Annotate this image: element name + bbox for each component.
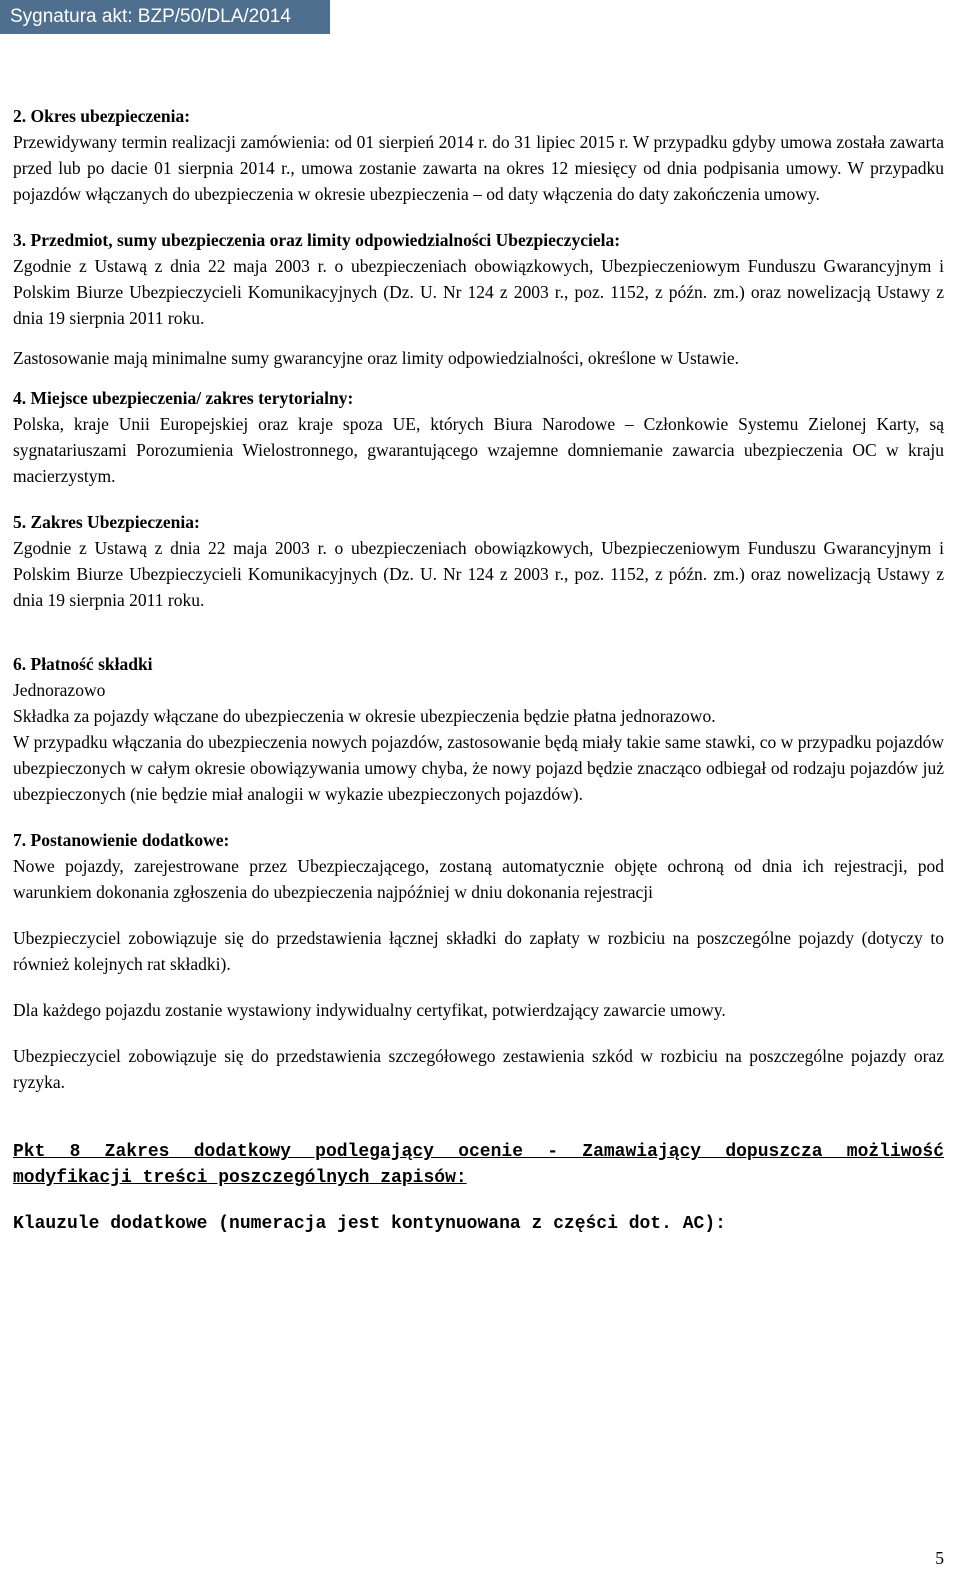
section-2 — [13, 103, 944, 207]
section-5-title: 5. Zakres Ubezpieczenia: — [13, 512, 200, 532]
signature-text: Sygnatura akt: BZP/50/DLA/2014 — [10, 6, 291, 27]
section-pkt-8 — [13, 1139, 944, 1191]
klauzule-title: Klauzule dodatkowe (numeracja jest kontynuowana z części dot. AC): — [13, 1214, 726, 1234]
section-7-title: 7. Postanowienie dodatkowe: — [13, 830, 230, 850]
pkt-8-title: Pkt 8 Zakres dodatkowy podlegający ocenie - Zamawiający dopuszcza możliwość modyfikacji treści poszczególnych zapisów: — [13, 1142, 944, 1188]
section-5-paragraph: Zgodnie z Ustawą z dnia 22 maja 2003 r. o ubezpieczeniach obowiązkowych, Ubezpieczeniowym Funduszu Gwarancyjnym i Polskim Biurze Ubezpieczycieli Komunikacyjnych (Dz. U. Nr 124 z 2003 r., poz. 1152, z późn. zm.) oraz nowelizacją Ustawy z dnia 19 sierpnia 2011 roku. — [13, 538, 944, 610]
section-6-paragraph: W przypadku włączania do ubezpieczenia nowych pojazdów, zastosowanie będą miały takie same stawki, co w przypadku pojazdów ubezpieczonych w całym okresie obowiązywania umowy chyba, że nowy pojazd będzie znacząco odbiegał od rodzaju pojazdów już ubezpieczonych (nie będzie miał analogii w wykazie ubezpieczonych pojazdów). — [13, 732, 944, 804]
section-klauzule — [13, 1211, 944, 1237]
page-number: 5 — [935, 1548, 944, 1568]
section-6-title: 6. Płatność składki — [13, 654, 153, 674]
section-7-paragraph-1: Nowe pojazdy, zarejestrowane przez Ubezpieczającego, zostaną automatycznie objęte ochroną od dnia ich rejestracji, pod warunkiem dokonania zgłoszenia do ubezpieczenia najpóźniej w dniu dokonania rejestracji — [13, 856, 944, 902]
section-6-line-2: Składka za pojazdy włączane do ubezpieczenia w okresie ubezpieczenia będzie płatna jednorazowo. — [13, 706, 716, 726]
section-7 — [13, 827, 944, 1095]
section-7-paragraph-4: Ubezpieczyciel zobowiązuje się do przedstawienia szczegółowego zestawienia szkód w rozbiciu na poszczególne pojazdy oraz ryzyka. — [13, 1046, 944, 1092]
section-5 — [13, 509, 944, 613]
section-3-title: 3. Przedmiot, sumy ubezpieczenia oraz limity odpowiedzialności Ubezpieczyciela: — [13, 230, 621, 250]
section-3-paragraph-1: Zgodnie z Ustawą z dnia 22 maja 2003 r. o ubezpieczeniach obowiązkowych, Ubezpieczeniowym Funduszu Gwarancyjnym i Polskim Biurze Ubezpieczycieli Komunikacyjnych (Dz. U. Nr 124 z 2003 r., poz. 1152, z późn. zm.) oraz nowelizacją Ustawy z dnia 19 sierpnia 2011 roku. — [13, 256, 944, 328]
section-7-paragraph-3: Dla każdego pojazdu zostanie wystawiony indywidualny certyfikat, potwierdzający zawarcie umowy. — [13, 1000, 726, 1020]
section-7-paragraph-2: Ubezpieczyciel zobowiązuje się do przedstawienia łącznej składki do zapłaty w rozbiciu na poszczególne pojazdy (dotyczy to również kolejnych rat składki). — [13, 928, 944, 974]
section-2-title: 2. Okres ubezpieczenia: — [13, 106, 191, 126]
section-3-paragraph-2: Zastosowanie mają minimalne sumy gwarancyjne oraz limity odpowiedzialności, określone w Ustawie. — [13, 348, 740, 368]
signature-banner — [0, 0, 330, 34]
section-6 — [13, 651, 944, 807]
section-4-title: 4. Miejsce ubezpieczenia/ zakres terytorialny: — [13, 388, 354, 408]
section-4-paragraph: Polska, kraje Unii Europejskiej oraz kraje spoza UE, których Biura Narodowe – Członkowie Systemu Zielonej Karty, są sygnatariuszami Porozumienia Wielostronnego, gwarantującego wzajemne domniemanie zawarcia ubezpieczenia OC w kraju macierzystym. — [13, 414, 944, 486]
section-4 — [13, 385, 944, 489]
section-6-line-1: Jednorazowo — [13, 680, 106, 700]
section-3 — [13, 227, 944, 371]
document-body — [13, 103, 944, 1237]
section-2-paragraph: Przewidywany termin realizacji zamówienia: od 01 sierpień 2014 r. do 31 lipiec 2015 r. W przypadku gdyby umowa została zawarta przed lub po dacie 01 sierpnia 2014 r., umowa zostanie zawarta na okres 12 miesięcy od dnia podpisania umowy. W przypadku pojazdów włączanych do ubezpieczenia w okresie ubezpieczenia – od daty włączenia do daty zakończenia umowy. — [13, 132, 944, 204]
